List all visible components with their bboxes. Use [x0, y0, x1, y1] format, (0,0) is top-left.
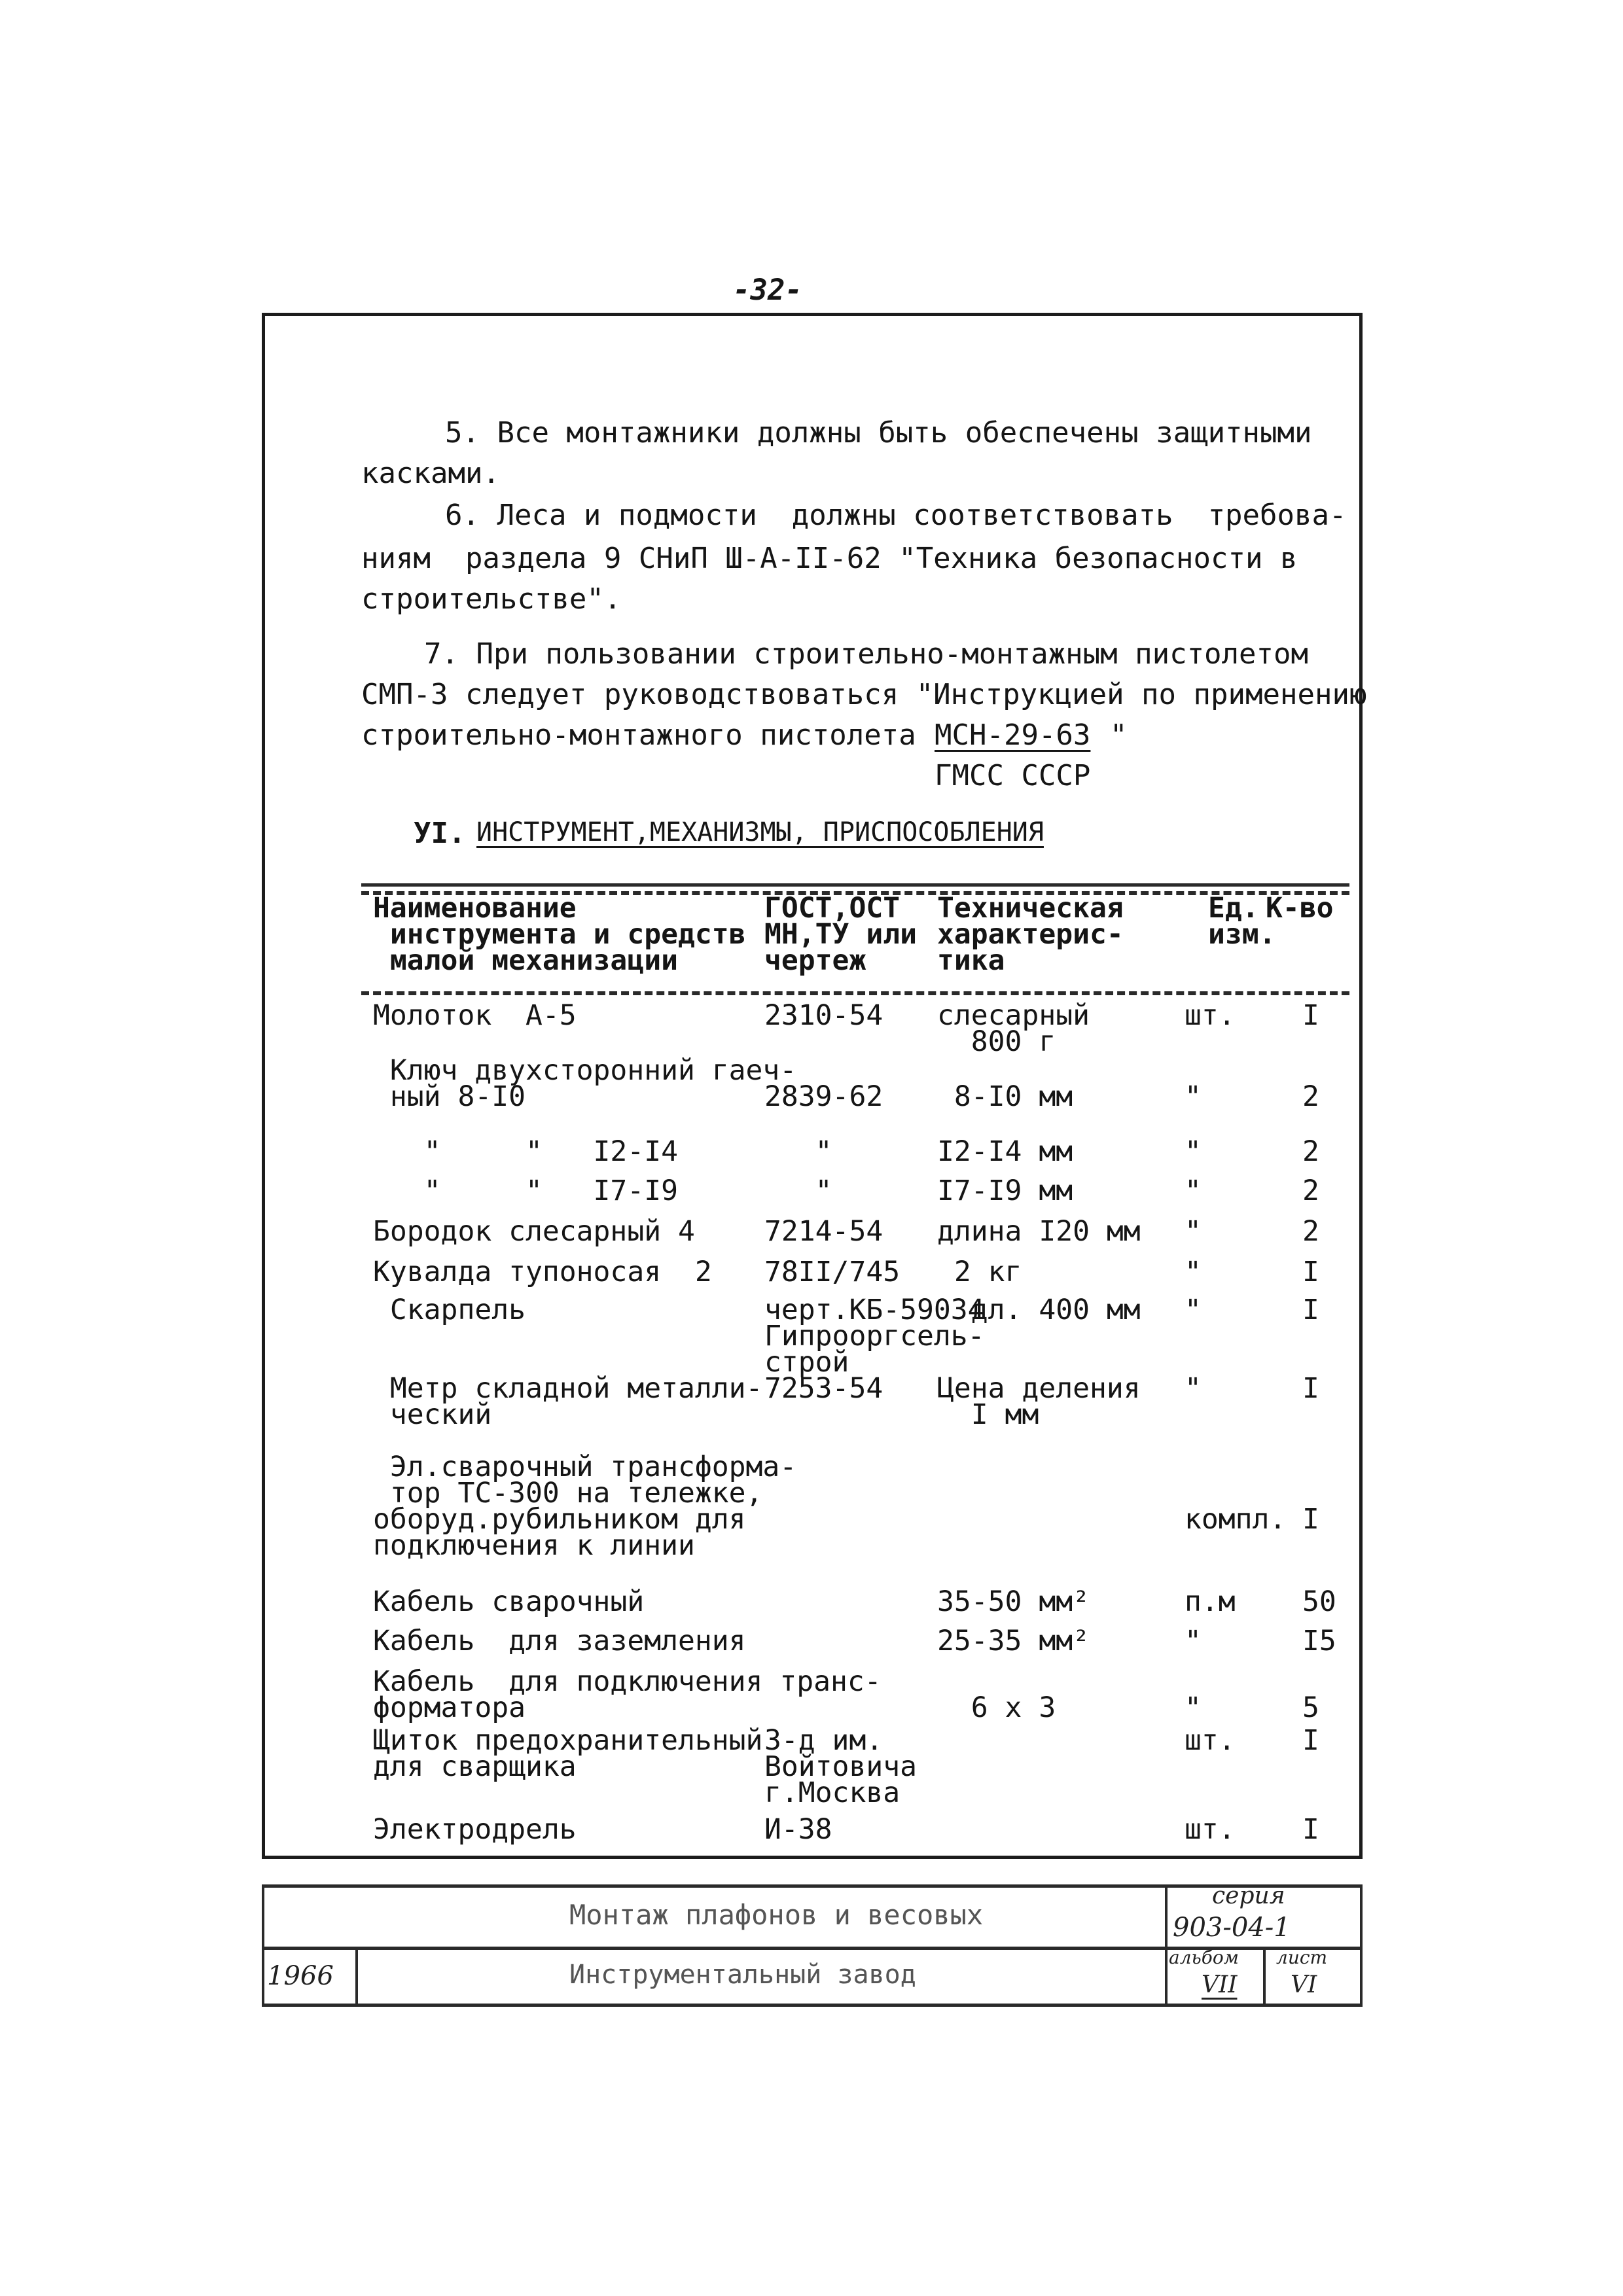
- table-cell-unit: ": [1185, 1174, 1202, 1207]
- paragraph-7-reference: МСН-29-63: [935, 718, 1091, 752]
- stamp-album-label: альбом: [1169, 1947, 1239, 1968]
- stamp-left-edge: [262, 1884, 264, 2005]
- table-cell-qty: 2: [1302, 1174, 1319, 1207]
- table-cell-unit: шт.: [1185, 1813, 1236, 1846]
- table-cell-gost: 7253-54: [764, 1372, 883, 1405]
- stamp-top-rule: [262, 1884, 1363, 1888]
- table-cell-name: " " I7-I9: [373, 1174, 678, 1207]
- paragraph-7-quote: ": [1110, 718, 1128, 752]
- table-cell-unit: п.м: [1185, 1585, 1236, 1618]
- table-cell-unit: шт.: [1185, 999, 1236, 1032]
- table-cell-tech: Цена деления I мм: [937, 1372, 1141, 1431]
- table-cell-name: Ключ двухсторонний гаеч- ный 8-I0: [389, 1054, 797, 1113]
- table-cell-qty: 2: [1302, 1215, 1319, 1248]
- table-cell-qty: I: [1302, 1256, 1319, 1288]
- table-cell-qty: I: [1302, 1372, 1319, 1405]
- table-cell-tech: 35-50 мм²: [937, 1585, 1090, 1618]
- table-header-unit: Ед. изм.: [1208, 892, 1276, 951]
- table-cell-gost: З-д им. Войтовича г.Москва: [764, 1724, 917, 1809]
- table-cell-unit: ": [1185, 1625, 1202, 1657]
- table-cell-name: Скарпель: [373, 1294, 526, 1326]
- table-cell-tech: слесарный 800 г: [937, 999, 1090, 1058]
- table-cell-qty: I: [1302, 1813, 1319, 1846]
- stamp-subtitle: Инструментальный завод: [569, 1960, 916, 1990]
- paragraph-7-line-3: строительно-монтажного пистолета: [361, 718, 916, 752]
- stamp-sheet-value: VI: [1291, 1971, 1317, 1998]
- table-cell-gost: И-38: [764, 1813, 832, 1846]
- table-cell-qty: I5: [1302, 1625, 1336, 1657]
- table-cell-qty: 2: [1302, 1080, 1319, 1113]
- table-cell-gost: 2310-54: [764, 999, 883, 1032]
- table-cell-gost: ": [764, 1135, 832, 1168]
- table-cell-unit: ": [1185, 1080, 1202, 1113]
- paragraph-7-reference-authority: ГМСС СССР: [935, 759, 1091, 792]
- paragraph-5-line-2: касками.: [361, 457, 500, 490]
- stamp-year-divider: [355, 1947, 358, 2005]
- table-cell-name: Щиток предохранительный для сварщика: [373, 1724, 763, 1783]
- table-cell-name: Электродрель: [373, 1813, 577, 1846]
- table-cell-name: Эл.сварочный трансформа- тор ТС-300 на тележке, оборуд.рубильником для подключения к линии: [373, 1451, 797, 1562]
- stamp-series-divider: [1165, 1884, 1168, 2005]
- table-cell-tech: 6 х 3: [971, 1691, 1056, 1724]
- table-cell-unit: ": [1185, 1294, 1202, 1326]
- table-cell-name: Бородок слесарный 4: [373, 1215, 695, 1248]
- table-cell-qty: I: [1302, 1724, 1319, 1757]
- table-cell-unit: ": [1185, 1256, 1202, 1288]
- table-cell-unit: шт.: [1185, 1724, 1236, 1757]
- paragraph-5-line-1: 5. Все монтажники должны быть обеспечены защитными: [445, 416, 1312, 450]
- table-cell-name: Кувалда тупоносая 2: [373, 1256, 712, 1288]
- table-header-qty: К-во: [1266, 892, 1334, 925]
- table-cell-tech: 25-35 мм²: [937, 1625, 1090, 1657]
- table-cell-tech: 8-I0 мм: [954, 1080, 1073, 1113]
- stamp-sheet-divider: [1263, 1947, 1266, 2005]
- table-cell-tech: I7-I9 мм: [937, 1174, 1073, 1207]
- table-cell-tech: 2 кг: [937, 1256, 1022, 1288]
- table-cell-qty: I: [1302, 1503, 1319, 1536]
- table-cell-gost: 2839-62: [764, 1080, 883, 1113]
- stamp-right-edge: [1360, 1884, 1363, 2005]
- paragraph-7-line-1: 7. При пользовании строительно-монтажным пистолетом: [424, 637, 1309, 671]
- table-cell-unit: ": [1185, 1691, 1202, 1724]
- paragraph-6-line-3: строительстве".: [361, 582, 622, 616]
- paragraph-7-line-2: СМП-3 следует руководствоваться "Инструкцией по применению: [361, 678, 1367, 711]
- table-cell-qty: I: [1302, 999, 1319, 1032]
- table-header-name: Наименование инструмента и средств малой механизации: [373, 892, 746, 977]
- stamp-album-value: VII: [1202, 1971, 1238, 1998]
- paragraph-6-line-2: ниям раздела 9 СНиП Ш-А-II-62 "Техника безопасности в: [361, 542, 1298, 575]
- page-number: -32-: [733, 274, 802, 307]
- table-cell-tech: длина I20 мм: [937, 1215, 1141, 1248]
- table-cell-gost: 78II/745: [764, 1256, 901, 1288]
- stamp-year: 1966: [267, 1961, 334, 1991]
- table-cell-gost: 7214-54: [764, 1215, 883, 1248]
- stamp-series-label: серия: [1212, 1882, 1285, 1909]
- table-cell-name: " " I2-I4: [373, 1135, 678, 1168]
- stamp-title: Монтаж плафонов и весовых: [569, 1899, 984, 1931]
- table-cell-name: Кабель для заземления: [373, 1625, 746, 1657]
- paragraph-6-line-1: 6. Леса и подмости должны соответствовать требова-: [445, 499, 1347, 532]
- table-cell-qty: 2: [1302, 1135, 1319, 1168]
- table-cell-unit: ": [1185, 1135, 1202, 1168]
- stamp-sheet-label: лист: [1276, 1947, 1328, 1968]
- table-cell-name: Молоток А-5: [373, 999, 577, 1032]
- section-number: УI.: [414, 817, 466, 850]
- table-cell-qty: I: [1302, 1294, 1319, 1326]
- table-cell-unit: ": [1185, 1372, 1202, 1405]
- table-cell-gost: черт.КБ-59034 Гипрооргсель- строй: [764, 1294, 985, 1379]
- table-cell-name: Метр складной металли- ческий: [389, 1372, 763, 1431]
- stamp-series-value: 903-04-1: [1173, 1913, 1291, 1943]
- table-header-tech: Техническая характерис- тика: [937, 892, 1124, 977]
- table-cell-gost: ": [764, 1174, 832, 1207]
- table-cell-tech: I2-I4 мм: [937, 1135, 1073, 1168]
- table-cell-tech: дл. 400 мм: [937, 1294, 1141, 1326]
- table-cell-qty: 50: [1302, 1585, 1336, 1618]
- table-cell-name: Кабель сварочный: [373, 1585, 645, 1618]
- table-cell-unit: компл.: [1185, 1503, 1287, 1536]
- table-header-gost: ГОСТ,ОСТ МН,ТУ или чертеж: [764, 892, 917, 977]
- section-title: ИНСТРУМЕНТ,МЕХАНИЗМЫ, ПРИСПОСОБЛЕНИЯ: [476, 817, 1044, 847]
- table-cell-name: Кабель для подключения транс- форматора: [373, 1665, 882, 1724]
- table-cell-qty: 5: [1302, 1691, 1319, 1724]
- stamp-bottom-rule: [262, 2004, 1363, 2007]
- table-cell-unit: ": [1185, 1215, 1202, 1248]
